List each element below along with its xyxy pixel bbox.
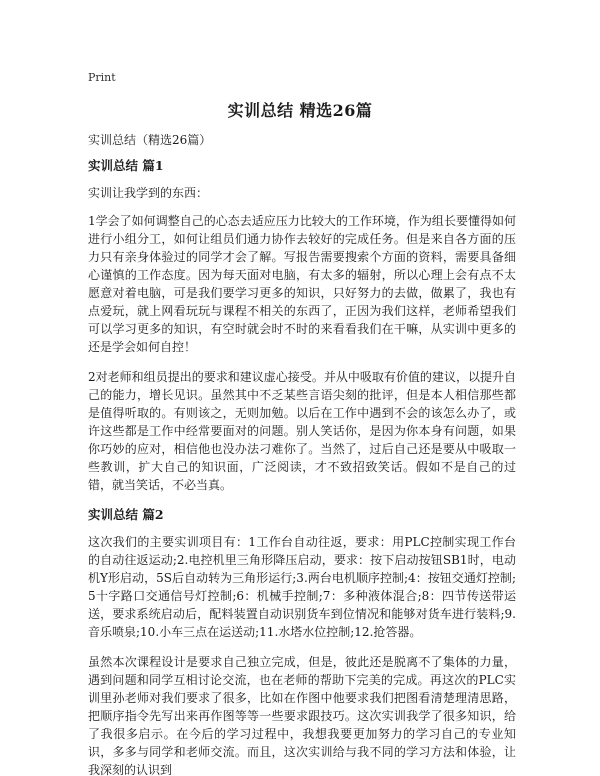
- section-heading: 实训总结 篇2: [88, 507, 164, 522]
- print-label: Print: [88, 71, 116, 84]
- section-2: [88, 506, 516, 776]
- document-body: [88, 157, 516, 776]
- paragraph: 1学会了如何调整自己的心态去适应压力比较大的工作环境，作为组长要懂得如何进行小组分工，如何让组员们通力协作去较好的完成任务。但是来自各方面的压力只有亲身体验过的同学才会了解。写报告需要搜索个方面的资料，需要具备细心谨慎的工作态度。因为每天面对电脑，有太多的辐射，所以心理上会有点不太愿意对着电脑，可是我们要学习更多的知识，只好努力的去做，做累了，我也有点爱玩，就上网看玩玩与课程不相关的东西了，正因为我们这样，老师希望我们可以学习更多的知识，有空时就会时不时的来看看我们在干嘛，从实训中更多的还是学会如何自控！: [88, 214, 516, 354]
- section-1: [88, 157, 516, 494]
- paragraph: 这次我们的主要实训项目有：1工作台自动往返，要求：用PLC控制实现工作台的自动往返运动;2.电控机里三角形降压启动，要求：按下启动按钮SB1时，电动机Y形启动，5S后自动转为三角形运行;3.两台电机顺序控制;4：按钮交通灯控制;5十字路口交通信号灯控制;6：机械手控制;7：多种液体混合;8：四节传送带运送，要求系统启动后，配料装置自动识别货车到位情况和能够对货车进行装料;9.音乐喷泉;10.小车三点在运送动;11.水塔水位控制;12.抢答器。: [88, 535, 516, 639]
- section-heading: 实训总结 篇1: [88, 158, 164, 173]
- paragraph: 实训让我学到的东西：: [88, 186, 209, 200]
- paragraph: 2对老师和组员提出的要求和建议虚心接受。并从中吸取有价值的建议，以提升自己的能力，增长见识。虽然其中不乏某些言语尖刻的批评，但是本人相信那些都是值得听取的。有则该之，无则加勉。以后在工作中遇到不会的该怎么办了，或许这些都是工作中经常要面对的问题。别人笑话你，是因为你本身有问题，如果你巧妙的应对，相信他也没办法刁难你了。当然了，过后自己还是要从中吸取一些教训，扩大自己的知识面，广泛阅读，才不致招致笑话。假如不是自己的过错，就当笑话，不必当真。: [88, 370, 516, 492]
- page-title: 实训总结 精选26篇: [227, 101, 373, 120]
- document-subtitle: 实训总结（精选26篇）: [88, 133, 212, 147]
- paragraph: 虽然本次课程设计是要求自己独立完成，但是，彼此还是脱离不了集体的力量，遇到问题和同学互相讨论交流，也在老师的帮助下完美的完成。再这次的PLC实训里孙老师对我们要求了很多，比如在作图中他要求我们把图看清楚理清思路，把顺序指令先写出来再作图等等一些要求跟技巧。这次实训我学了很多知识，给了我很多启示。在今后的学习过程中，我想我要更加努力的学习自己的专业知识，多多与同学和老师交流。而且，这次实训给与我不同的学习方法和体验，让我深刻的认识到: [88, 655, 516, 776]
